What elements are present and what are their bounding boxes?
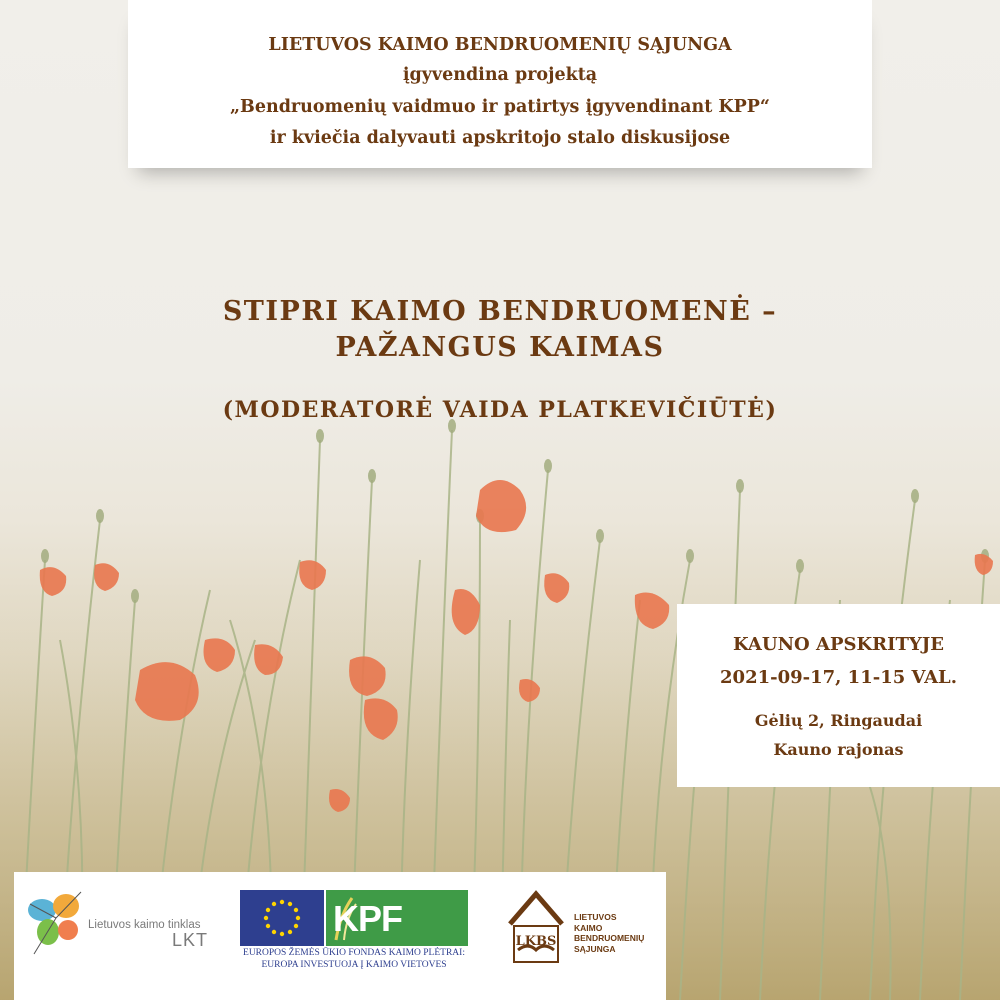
- lkt-logo: [26, 884, 246, 964]
- event-title-line2: PAŽANGUS KAIMAS: [335, 332, 665, 363]
- intro-text: įgyvendina projektą: [402, 65, 598, 85]
- kpf-logo: [240, 890, 468, 974]
- kpf-caption-line2: EUROPA INVESTUOJA Į KAIMO VIETOVES: [261, 960, 447, 970]
- invitation-text: ir kviečia dalyvauti apskritojo stalo diskusijose: [269, 128, 731, 148]
- lkbs-emblem-text: LKBS: [515, 934, 557, 949]
- project-title: „Bendruomenių vaidmuo ir patirtys įgyvendinant KPP“: [229, 97, 770, 117]
- lkt-abbr: LKT: [172, 930, 209, 950]
- lkt-name: Lietuvos kaimo tinklas: [88, 919, 201, 931]
- event-address: Gėlių 2, Ringaudai: [754, 711, 923, 730]
- lkbs-name-line1: LIETUVOS: [574, 912, 617, 922]
- event-region: KAUNO APSKRITYJE: [733, 634, 944, 655]
- lkbs-emblem-icon: [504, 888, 568, 970]
- lkbs-logo: [504, 888, 654, 970]
- sponsor-logo-strip: [14, 872, 666, 1000]
- event-title-line1: STIPRI KAIMO BENDRUOMENĖ –: [222, 296, 778, 327]
- kpf-wordmark: KPF: [333, 898, 402, 939]
- event-datetime: 2021-09-17, 11-15 VAL.: [720, 667, 957, 688]
- organizer-name: LIETUVOS KAIMO BENDRUOMENIŲ SĄJUNGA: [268, 35, 732, 55]
- lkbs-name-line3: BENDRUOMENIŲ: [574, 933, 645, 943]
- lkbs-name-line2: KAIMO: [574, 922, 603, 933]
- moderator-line: (MODERATORĖ VAIDA PLATKEVIČIŪTĖ): [222, 397, 778, 423]
- kpf-caption-line1: EUROPOS ŽEMĖS ŪKIO FONDAS KAIMO PLĖTRAI:: [243, 948, 465, 958]
- event-district: Kauno rajonas: [773, 740, 904, 759]
- lkt-flower-icon: [26, 884, 88, 956]
- lkbs-name-line4: SĄJUNGA: [574, 943, 616, 954]
- lkbs-name: [574, 912, 644, 954]
- intro-card: [128, 0, 872, 168]
- event-info-card: [677, 604, 1000, 787]
